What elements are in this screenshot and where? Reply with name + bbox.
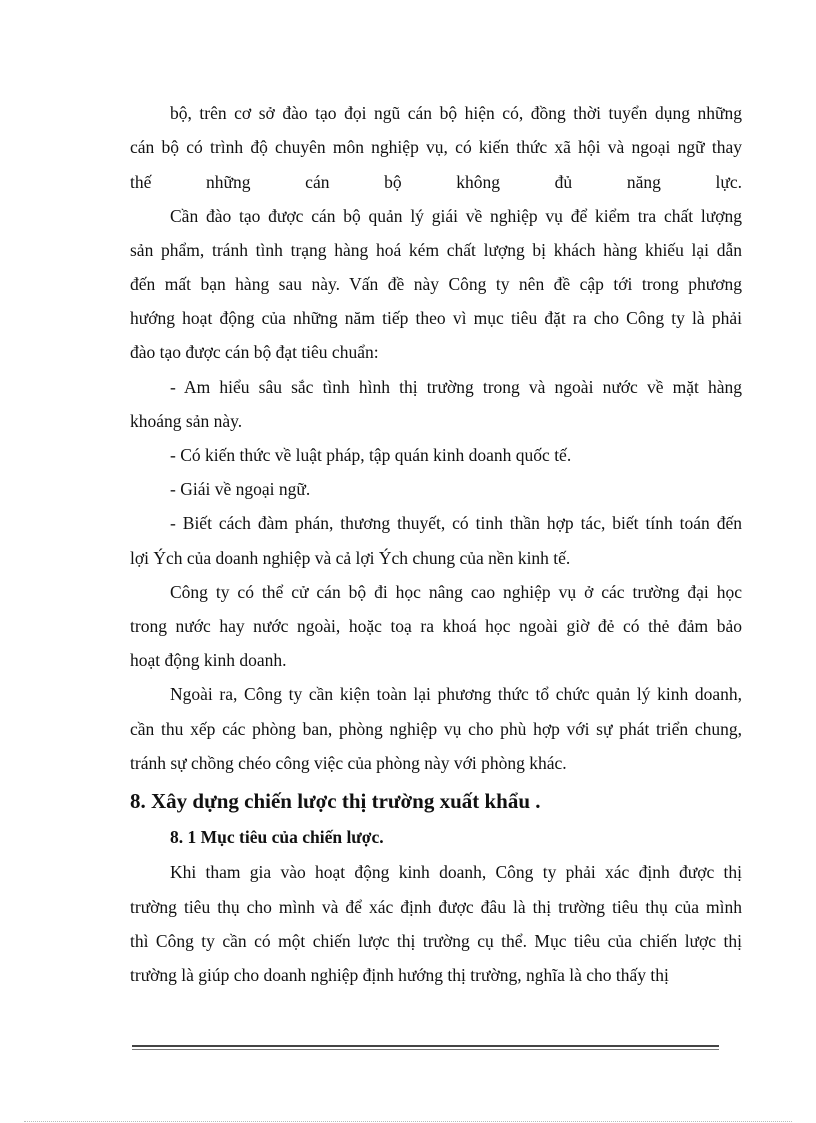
text-line: trong nước hay nước ngoài, hoặc toạ ra khoá học ngoài giờ đẻ có thẻ đảm bảo: [130, 616, 742, 636]
footer-rule: [132, 1045, 719, 1047]
text-line: Cần đào tạo được cán bộ quản lý giái về nghiệp vụ để kiểm tra chất lượng: [170, 206, 742, 226]
text-line: đào tạo được cán bộ đạt tiêu chuẩn:: [130, 342, 379, 362]
text-line: - Giái về ngoại ngữ.: [170, 479, 311, 499]
text-line: trường là giúp cho doanh nghiệp định hướng thị trường, nghĩa là cho thấy thị: [130, 965, 669, 985]
section-heading: 8. Xây dựng chiến lược thị trường xuất khẩu .: [130, 789, 541, 813]
text-line: thì Công ty cần có một chiến lược thị trường cụ thể. Mục tiêu của chiến lược thị: [130, 931, 742, 951]
text-line: sản phẩm, tránh tình trạng hàng hoá kém chất lượng bị khách hàng khiếu lại dẫn: [130, 240, 742, 260]
text-line: Công ty có thể cử cán bộ đi học nâng cao nghiệp vụ ở các trường đại học: [170, 582, 742, 602]
text-line: - Biết cách đàm phán, thương thuyết, có tinh thần hợp tác, biết tính toán đến: [170, 513, 742, 533]
footer-rule-thin: [132, 1049, 719, 1050]
text-line: trường tiêu thụ cho mình và để xác định được đâu là thị trường tiêu thụ của mình: [130, 897, 742, 917]
text-line: bộ, trên cơ sở đào tạo đọi ngũ cán bộ hiện có, đồng thời tuyển dụng những: [170, 103, 742, 123]
text-line: đến mất bạn hàng sau này. Vấn đề này Công ty nên đề cập tới trong phương: [130, 274, 742, 294]
text-line: Khi tham gia vào hoạt động kinh doanh, Công ty phải xác định được thị: [170, 862, 742, 882]
text-line: hướng hoạt động của những năm tiếp theo vì mục tiêu đặt ra cho Công ty là phải: [130, 308, 742, 328]
text-line: - Có kiến thức về luật pháp, tập quán kinh doanh quốc tế.: [170, 445, 572, 465]
text-line: tránh sự chồng chéo công việc của phòng này với phòng khác.: [130, 753, 567, 773]
text-line: cần thu xếp các phòng ban, phòng nghiệp vụ cho phù hợp với sự phát triển chung,: [130, 719, 742, 739]
text-line: Ngoài ra, Công ty cần kiện toàn lại phương thức tổ chức quản lý kinh doanh,: [170, 684, 742, 704]
text-line: cán bộ có trình độ chuyên môn nghiệp vụ, có kiến thức xã hội và ngoại ngữ thay: [130, 137, 742, 157]
text-line: khoáng sản này.: [130, 411, 243, 431]
text-line: - Am hiểu sâu sắc tình hình thị trường trong và ngoài nước về mặt hàng: [170, 377, 742, 397]
subsection-heading: 8. 1 Mục tiêu của chiến lược.: [170, 827, 384, 847]
text-line: hoạt động kinh doanh.: [130, 650, 287, 670]
page-edge-dotted-line: [24, 1121, 792, 1122]
text-line: thế những cán bộ không đủ năng lực.: [130, 172, 742, 192]
text-line: lợi Ých của doanh nghiệp và cả lợi Ých chung của nền kinh tế.: [130, 548, 571, 568]
